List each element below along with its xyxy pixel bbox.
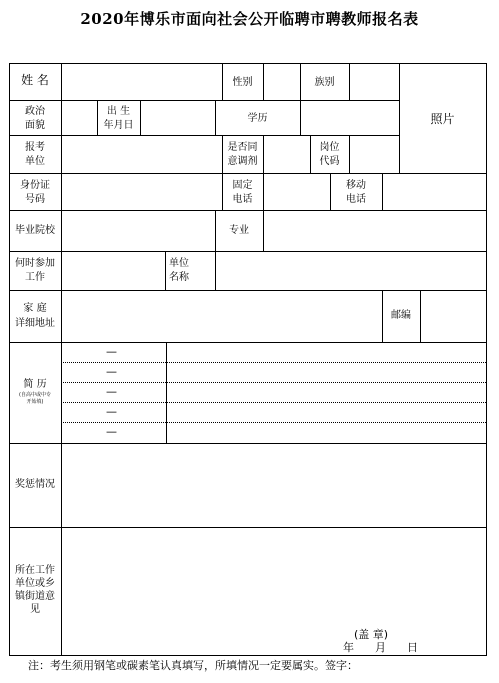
col-line: [166, 342, 167, 443]
col-line: [263, 135, 264, 173]
resume-row-line: [61, 422, 486, 423]
birth-label-2: 年月日: [103, 120, 134, 131]
row-line: [9, 173, 487, 174]
col-line: [300, 100, 301, 135]
opinion-label-1: 所在工作: [15, 565, 55, 576]
resume-label: 简 历: [23, 379, 47, 390]
employer-label-2: 名称: [169, 272, 189, 283]
col-line: [263, 210, 264, 251]
row-line: [9, 135, 399, 136]
table-border-top: [9, 63, 487, 64]
opinion-label-4: 见: [30, 604, 40, 615]
seal-label: (盖 章): [354, 628, 389, 641]
resume-row-line: [61, 402, 486, 403]
row-line: [9, 443, 487, 444]
apply-unit-label-1: 报考: [25, 142, 45, 153]
col-line: [263, 63, 264, 100]
row-line: [9, 251, 487, 252]
col-line: [420, 290, 421, 342]
resume-row-line: [61, 362, 486, 363]
form-title: 2020年博乐市面向社会公开临聘市聘教师报名表: [80, 10, 419, 28]
school-label: 毕业院校: [15, 225, 55, 236]
agree-adjust-label-2: 意调剂: [227, 156, 258, 167]
row-line: [9, 210, 487, 211]
row-line: [9, 100, 399, 101]
row-line: [9, 342, 487, 343]
id-label-2: 号码: [25, 194, 45, 205]
row-line: [9, 527, 487, 528]
address-label-2: 详细地址: [15, 318, 55, 329]
apply-unit-label-2: 单位: [25, 156, 45, 167]
resume-dash: —: [106, 345, 117, 358]
date-label: 年 月 日: [343, 641, 418, 654]
post-code-label-1: 岗位: [319, 142, 340, 153]
opinion-label-3: 镇街道意: [15, 591, 55, 602]
name-label: 姓 名: [21, 73, 49, 87]
col-line: [61, 63, 62, 656]
awards-label: 奖惩情况: [15, 479, 55, 490]
col-line: [349, 63, 350, 100]
work-start-label-1: 何时参加: [15, 258, 55, 269]
col-line: [263, 173, 264, 210]
col-line: [165, 251, 166, 290]
work-start-label-2: 工作: [25, 272, 45, 283]
resume-dash: —: [106, 405, 117, 418]
gender-label: 性别: [232, 77, 253, 88]
mobile-label-1: 移动: [346, 180, 366, 191]
resume-note-2: 开始填): [26, 399, 44, 405]
address-label-1: 家 庭: [23, 303, 47, 314]
political-label-1: 政治: [25, 106, 45, 117]
table-border-right: [486, 63, 487, 656]
footer-note: 注：考生须用钢笔或碳素笔认真填写，所填情况一定要属实。签字：: [28, 659, 358, 672]
resume-dash: —: [106, 385, 117, 398]
education-label: 学历: [247, 113, 268, 124]
resume-note-1: (自高中或中专: [19, 392, 51, 398]
agree-adjust-label-1: 是否同: [227, 142, 258, 153]
landline-label-2: 电话: [232, 194, 253, 205]
landline-label-1: 固定: [232, 180, 253, 191]
photo-label: 照片: [430, 112, 455, 126]
col-line: [349, 135, 350, 173]
post-code-label-2: 代码: [319, 156, 340, 167]
resume-row-line: [61, 382, 486, 383]
id-label-1: 身份证: [20, 180, 50, 191]
mobile-label-2: 电话: [346, 194, 366, 205]
resume-dash: —: [106, 425, 117, 438]
employer-label-1: 单位: [169, 258, 189, 269]
col-line: [382, 173, 383, 210]
resume-dash: —: [106, 365, 117, 378]
major-label: 专业: [229, 225, 249, 236]
postcode-label: 邮编: [391, 310, 411, 321]
birth-label-1: 出 生: [106, 106, 131, 117]
col-line: [215, 251, 216, 290]
col-line: [140, 100, 141, 135]
political-label-2: 面貌: [25, 120, 45, 131]
opinion-label-2: 单位或乡: [15, 578, 55, 589]
table-border-bottom: [9, 655, 487, 656]
row-line: [9, 290, 487, 291]
ethnicity-label: 族别: [314, 77, 335, 88]
